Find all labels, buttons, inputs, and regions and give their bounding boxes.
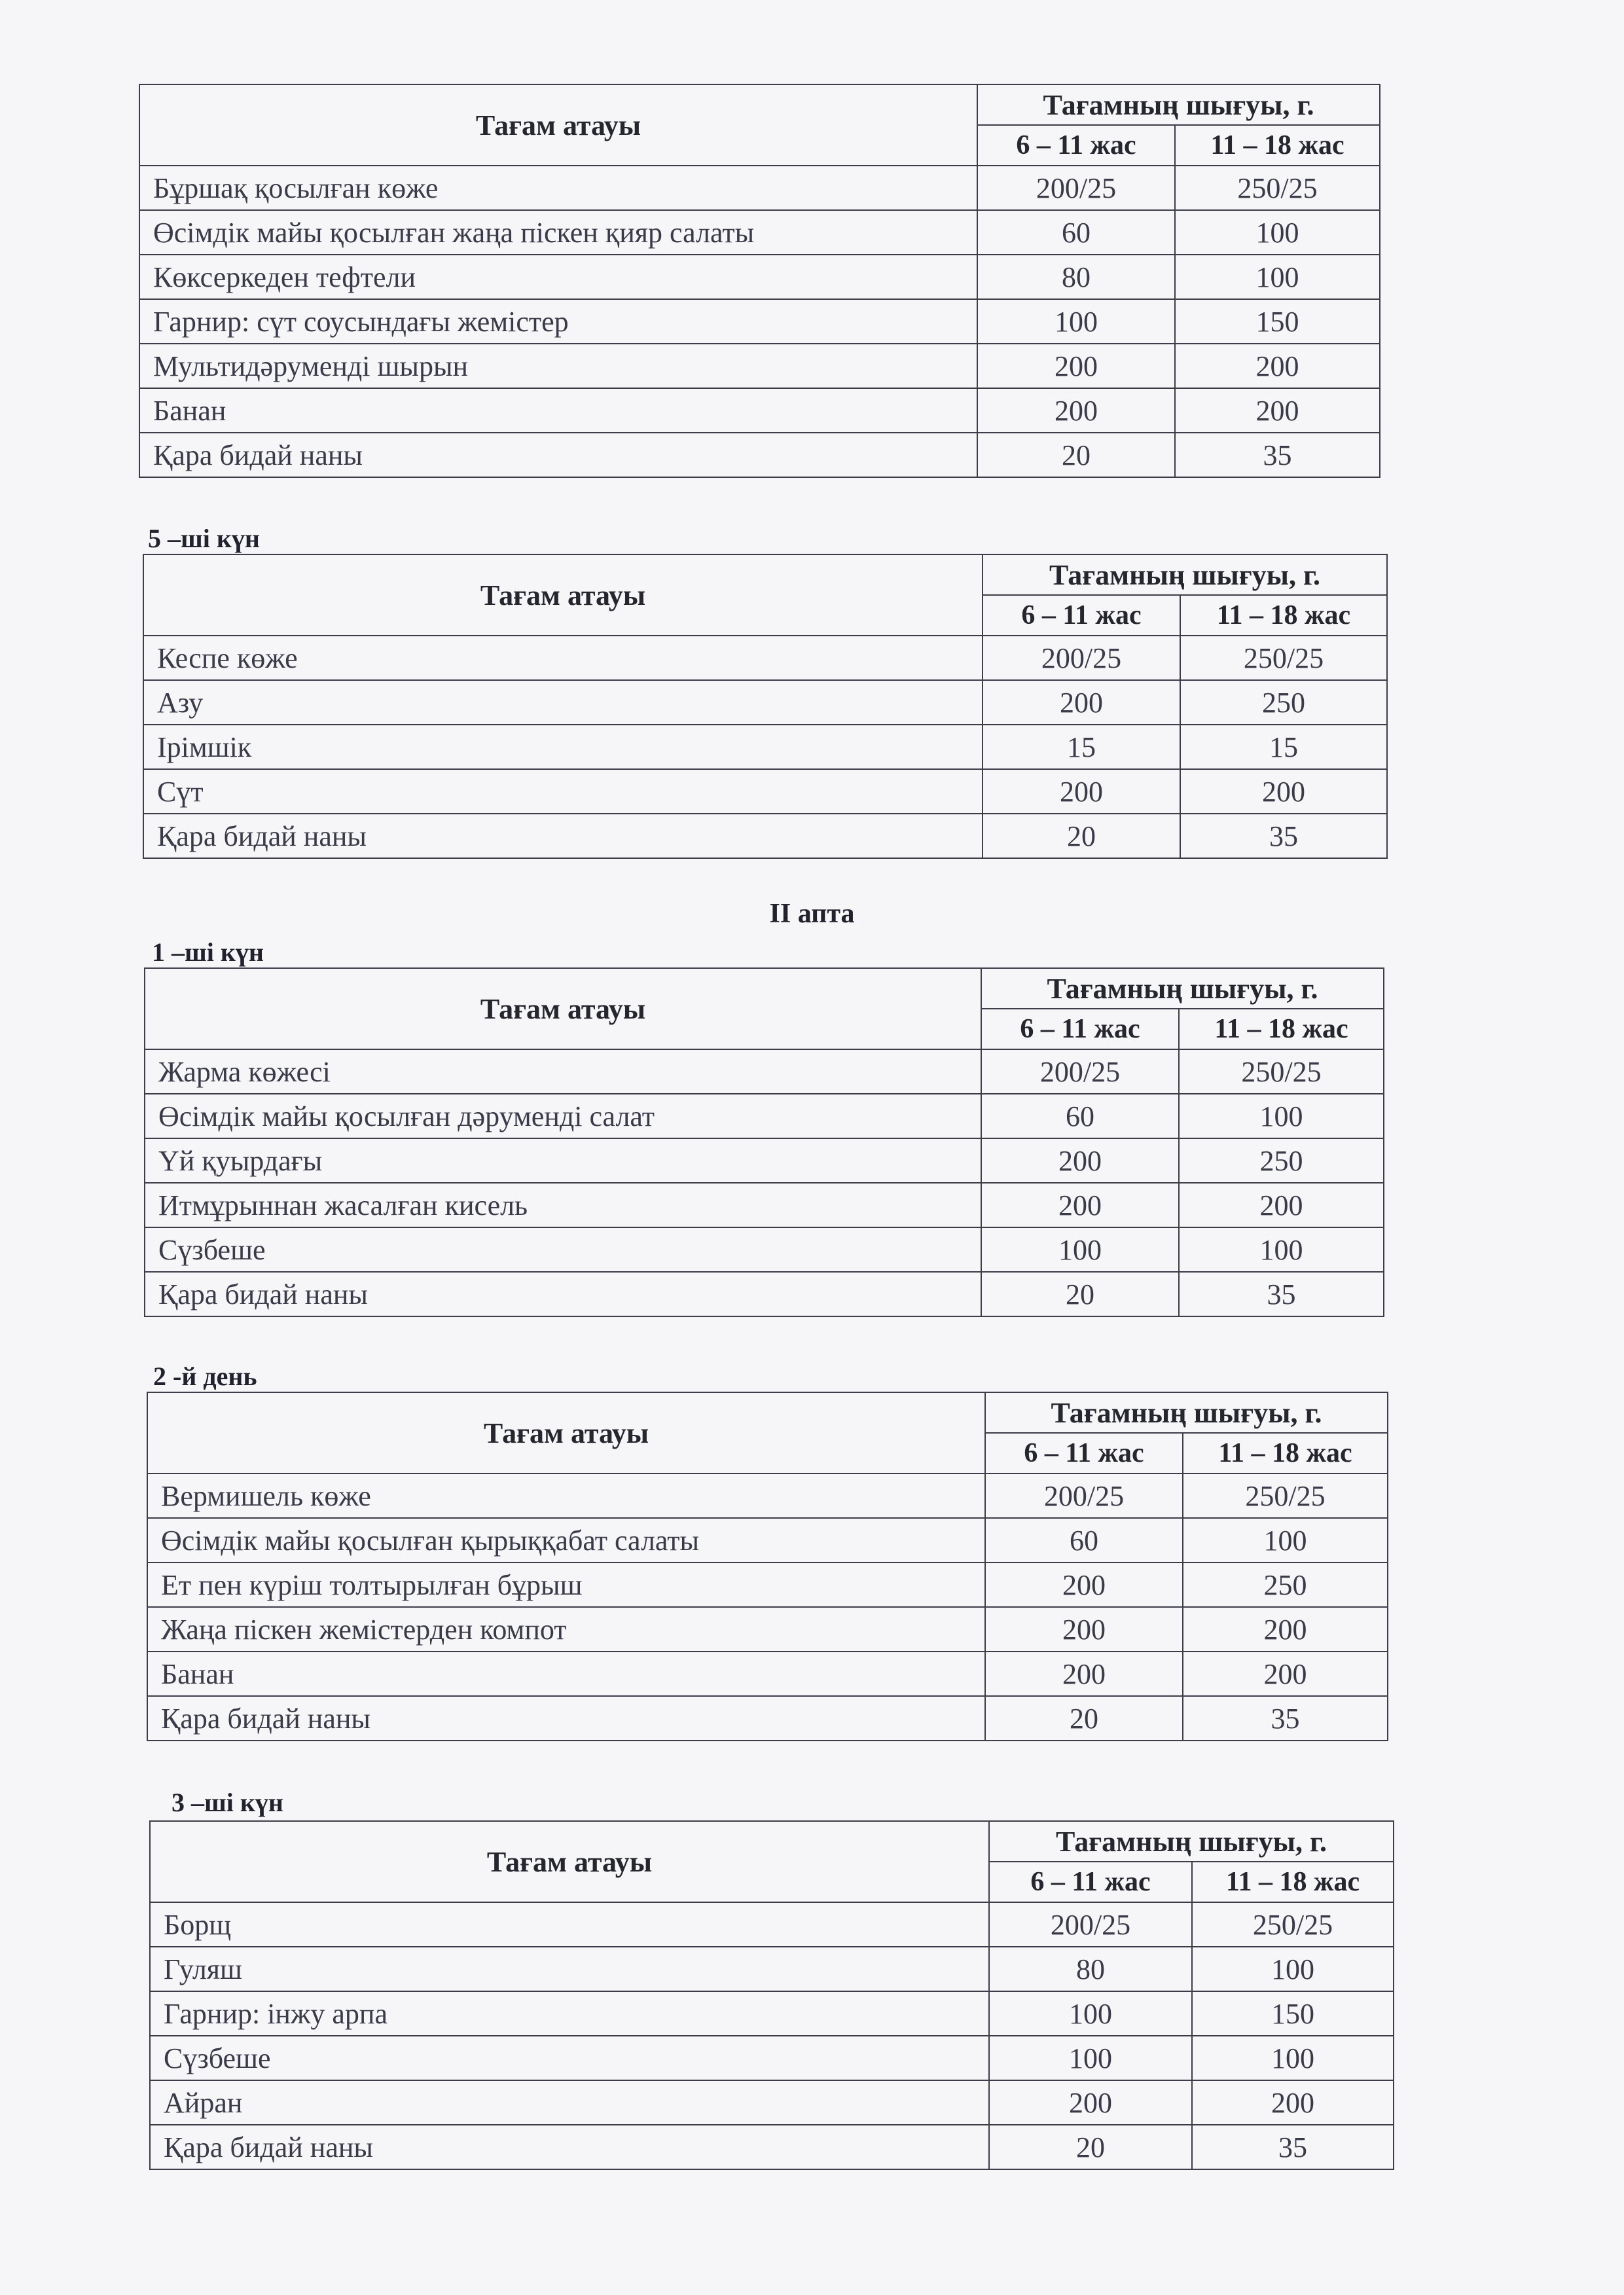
yield-header: Тағамның шығуы, г. <box>985 1392 1388 1433</box>
dish-name-cell: Қара бидай наны <box>145 1272 981 1316</box>
menu-table <box>149 1820 1394 2170</box>
yield-11-18-cell: 250/25 <box>1175 166 1380 210</box>
yield-11-18-cell: 35 <box>1180 814 1387 858</box>
table-row <box>145 1183 1384 1227</box>
header-row <box>139 84 1380 125</box>
yield-11-18-cell: 250/25 <box>1180 636 1387 680</box>
table-row <box>150 2080 1394 2125</box>
yield-6-11-cell: 80 <box>977 255 1175 299</box>
header-row <box>143 554 1387 595</box>
dish-name-header: Тағам атауы <box>150 1821 989 1902</box>
menu-table <box>147 1392 1388 1741</box>
yield-6-11-cell: 100 <box>981 1227 1179 1272</box>
table-row <box>147 1518 1388 1563</box>
yield-11-18-cell: 200 <box>1192 2080 1394 2125</box>
table-row <box>150 2125 1394 2169</box>
header-row <box>147 1392 1388 1433</box>
yield-6-11-cell: 100 <box>989 2036 1192 2080</box>
table-row <box>139 166 1380 210</box>
yield-11-18-cell: 250 <box>1183 1563 1388 1607</box>
table-row <box>143 814 1387 858</box>
dish-name-cell: Қара бидай наны <box>143 814 983 858</box>
table-row <box>143 725 1387 769</box>
yield-11-18-cell: 200 <box>1175 344 1380 388</box>
age-11-18-header: 11 – 18 жас <box>1183 1433 1388 1473</box>
dish-name-cell: Айран <box>150 2080 989 2125</box>
dish-name-cell: Банан <box>147 1652 985 1696</box>
dish-name-cell: Үй қуырдағы <box>145 1138 981 1183</box>
day-caption: 3 –ші күн <box>171 1788 283 1817</box>
yield-6-11-cell: 200/25 <box>983 636 1180 680</box>
yield-6-11-cell: 200/25 <box>981 1049 1179 1094</box>
dish-name-cell: Сүзбеше <box>150 2036 989 2080</box>
yield-6-11-cell: 200/25 <box>985 1473 1183 1518</box>
dish-name-cell: Жаңа піскен жемістерден компот <box>147 1607 985 1652</box>
dish-name-cell: Бұршақ қосылған көже <box>139 166 977 210</box>
table-row <box>147 1652 1388 1696</box>
yield-11-18-cell: 150 <box>1192 1991 1394 2036</box>
week-title: II апта <box>769 899 855 929</box>
yield-6-11-cell: 20 <box>985 1696 1183 1741</box>
age-6-11-header: 6 – 11 жас <box>977 125 1175 166</box>
yield-6-11-cell: 200 <box>981 1183 1179 1227</box>
table-row <box>150 1902 1394 1947</box>
table-row <box>143 769 1387 814</box>
dish-name-cell: Өсімдік майы қосылған жаңа піскен қияр салаты <box>139 210 977 255</box>
yield-6-11-cell: 200 <box>977 344 1175 388</box>
table-row <box>145 1049 1384 1094</box>
table-row <box>147 1607 1388 1652</box>
yield-11-18-cell: 250/25 <box>1192 1902 1394 1947</box>
dish-name-header: Тағам атауы <box>145 968 981 1049</box>
table-row <box>150 1947 1394 1991</box>
table-row <box>139 344 1380 388</box>
table-row <box>143 636 1387 680</box>
yield-header: Тағамның шығуы, г. <box>983 554 1387 595</box>
table-row <box>143 680 1387 725</box>
yield-11-18-cell: 15 <box>1180 725 1387 769</box>
age-6-11-header: 6 – 11 жас <box>983 595 1180 636</box>
yield-6-11-cell: 200 <box>989 2080 1192 2125</box>
dish-name-cell: Итмұрыннан жасалған кисель <box>145 1183 981 1227</box>
yield-6-11-cell: 200/25 <box>989 1902 1192 1947</box>
table-row <box>139 299 1380 344</box>
table-row <box>139 255 1380 299</box>
yield-11-18-cell: 100 <box>1175 210 1380 255</box>
age-11-18-header: 11 – 18 жас <box>1180 595 1387 636</box>
dish-name-cell: Кеспе көже <box>143 636 983 680</box>
dish-name-cell: Сүт <box>143 769 983 814</box>
yield-11-18-cell: 35 <box>1183 1696 1388 1741</box>
header-row <box>150 1821 1394 1862</box>
yield-6-11-cell: 100 <box>977 299 1175 344</box>
table-row <box>139 210 1380 255</box>
table-row <box>147 1696 1388 1741</box>
yield-6-11-cell: 20 <box>977 433 1175 477</box>
yield-11-18-cell: 100 <box>1175 255 1380 299</box>
age-6-11-header: 6 – 11 жас <box>989 1862 1192 1902</box>
yield-6-11-cell: 200 <box>977 388 1175 433</box>
yield-11-18-cell: 200 <box>1179 1183 1384 1227</box>
yield-11-18-cell: 100 <box>1179 1227 1384 1272</box>
dish-name-cell: Ірімшік <box>143 725 983 769</box>
yield-6-11-cell: 20 <box>981 1272 1179 1316</box>
day-caption: 1 –ші күн <box>152 937 264 967</box>
age-6-11-header: 6 – 11 жас <box>981 1009 1179 1049</box>
yield-6-11-cell: 200 <box>983 680 1180 725</box>
table-row <box>150 1991 1394 2036</box>
yield-11-18-cell: 100 <box>1192 1947 1394 1991</box>
yield-11-18-cell: 250/25 <box>1179 1049 1384 1094</box>
dish-name-header: Тағам атауы <box>139 84 977 166</box>
dish-name-cell: Азу <box>143 680 983 725</box>
yield-6-11-cell: 200 <box>981 1138 1179 1183</box>
age-11-18-header: 11 – 18 жас <box>1179 1009 1384 1049</box>
menu-table <box>139 84 1380 478</box>
dish-name-cell: Гарнир: інжу арпа <box>150 1991 989 2036</box>
yield-6-11-cell: 20 <box>989 2125 1192 2169</box>
yield-11-18-cell: 150 <box>1175 299 1380 344</box>
yield-11-18-cell: 250 <box>1180 680 1387 725</box>
dish-name-cell: Гарнир: сүт соусындағы жемістер <box>139 299 977 344</box>
dish-name-cell: Вермишель көже <box>147 1473 985 1518</box>
dish-name-header: Тағам атауы <box>143 554 983 636</box>
day-caption: 2 -й день <box>153 1362 257 1391</box>
header-row <box>145 968 1384 1009</box>
yield-11-18-cell: 200 <box>1183 1607 1388 1652</box>
yield-6-11-cell: 200 <box>985 1652 1183 1696</box>
yield-6-11-cell: 200 <box>983 769 1180 814</box>
yield-header: Тағамның шығуы, г. <box>989 1821 1394 1862</box>
yield-11-18-cell: 35 <box>1179 1272 1384 1316</box>
yield-6-11-cell: 60 <box>981 1094 1179 1138</box>
menu-table <box>144 967 1384 1317</box>
day-caption: 5 –ші күн <box>148 524 260 553</box>
yield-6-11-cell: 20 <box>983 814 1180 858</box>
yield-11-18-cell: 200 <box>1180 769 1387 814</box>
yield-11-18-cell: 100 <box>1192 2036 1394 2080</box>
yield-11-18-cell: 250/25 <box>1183 1473 1388 1518</box>
dish-name-cell: Ет пен күріш толтырылған бұрыш <box>147 1563 985 1607</box>
table-row <box>145 1138 1384 1183</box>
yield-6-11-cell: 200 <box>985 1607 1183 1652</box>
table-row <box>147 1473 1388 1518</box>
table-row <box>139 433 1380 477</box>
yield-6-11-cell: 15 <box>983 725 1180 769</box>
menu-table <box>143 554 1388 859</box>
yield-6-11-cell: 60 <box>985 1518 1183 1563</box>
table-row <box>145 1272 1384 1316</box>
dish-name-cell: Өсімдік майы қосылған қырыққабат салаты <box>147 1518 985 1563</box>
yield-header: Тағамның шығуы, г. <box>981 968 1384 1009</box>
yield-6-11-cell: 100 <box>989 1991 1192 2036</box>
dish-name-cell: Борщ <box>150 1902 989 1947</box>
dish-name-cell: Қара бидай наны <box>150 2125 989 2169</box>
dish-name-cell: Өсімдік майы қосылған дәруменді салат <box>145 1094 981 1138</box>
yield-11-18-cell: 200 <box>1175 388 1380 433</box>
yield-11-18-cell: 100 <box>1179 1094 1384 1138</box>
table-row <box>145 1094 1384 1138</box>
table-row <box>145 1227 1384 1272</box>
yield-11-18-cell: 35 <box>1175 433 1380 477</box>
dish-name-cell: Банан <box>139 388 977 433</box>
dish-name-header: Тағам атауы <box>147 1392 985 1473</box>
dish-name-cell: Көксеркеден тефтели <box>139 255 977 299</box>
yield-header: Тағамның шығуы, г. <box>977 84 1380 125</box>
table-row <box>139 388 1380 433</box>
age-11-18-header: 11 – 18 жас <box>1192 1862 1394 1902</box>
yield-6-11-cell: 200 <box>985 1563 1183 1607</box>
dish-name-cell: Жарма көжесі <box>145 1049 981 1094</box>
age-11-18-header: 11 – 18 жас <box>1175 125 1380 166</box>
dish-name-cell: Сүзбеше <box>145 1227 981 1272</box>
age-6-11-header: 6 – 11 жас <box>985 1433 1183 1473</box>
yield-11-18-cell: 250 <box>1179 1138 1384 1183</box>
dish-name-cell: Қара бидай наны <box>139 433 977 477</box>
table-row <box>147 1563 1388 1607</box>
yield-11-18-cell: 100 <box>1183 1518 1388 1563</box>
yield-11-18-cell: 35 <box>1192 2125 1394 2169</box>
dish-name-cell: Гуляш <box>150 1947 989 1991</box>
yield-6-11-cell: 200/25 <box>977 166 1175 210</box>
yield-11-18-cell: 200 <box>1183 1652 1388 1696</box>
yield-6-11-cell: 60 <box>977 210 1175 255</box>
dish-name-cell: Қара бидай наны <box>147 1696 985 1741</box>
dish-name-cell: Мультидәруменді шырын <box>139 344 977 388</box>
yield-6-11-cell: 80 <box>989 1947 1192 1991</box>
table-row <box>150 2036 1394 2080</box>
